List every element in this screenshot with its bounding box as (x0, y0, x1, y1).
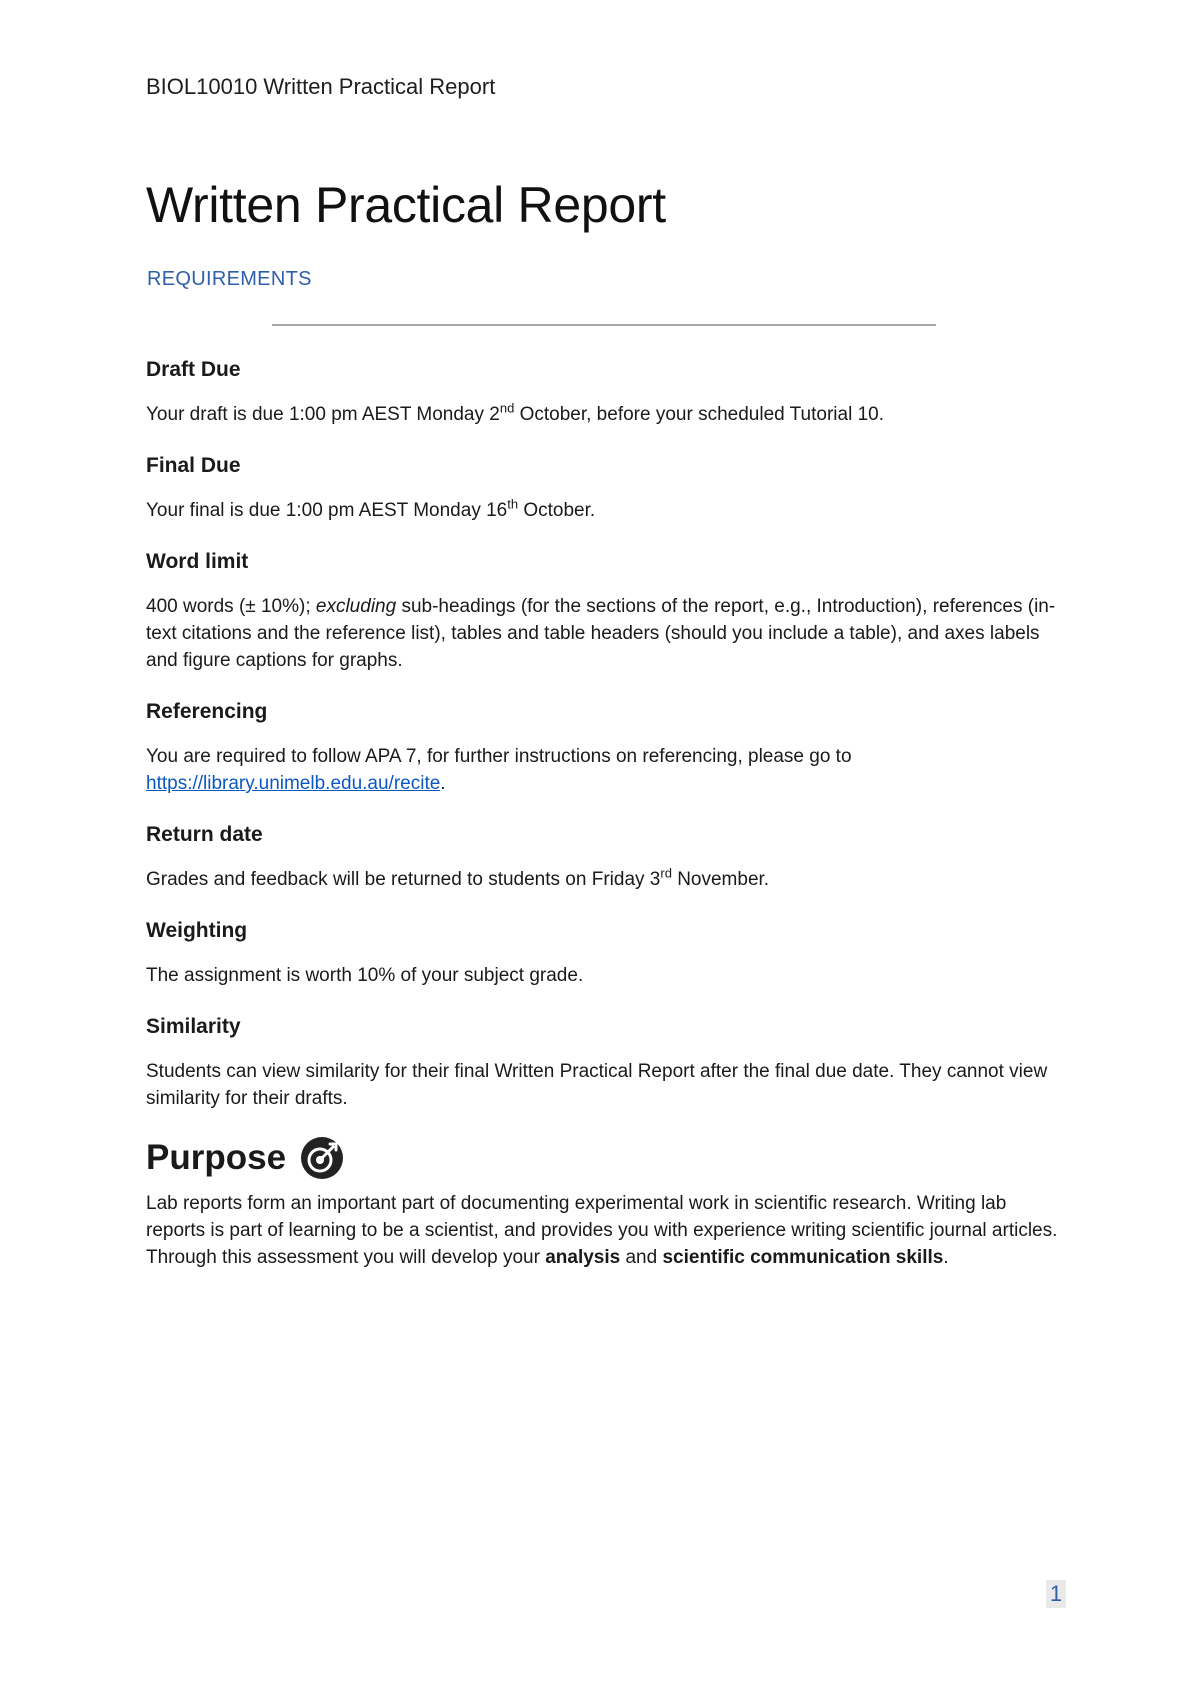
page-header: BIOL10010 Written Practical Report (146, 74, 496, 99)
ordinal-suffix: rd (660, 865, 672, 881)
section-final-due (146, 452, 1066, 524)
text-run: You are required to follow APA 7, for further instructions on referencing, please go to (146, 746, 852, 767)
section-text: Students can view similarity for their final Written Practical Report after the final due date. They cannot view similarity for their drafts. (146, 1061, 1048, 1109)
section-similarity (146, 1013, 1066, 1112)
text-run: sub-headings (for the sections of the report, e.g., Introduction), references (in-text citations and the reference list), tables and table headers (should you include a table), and axes labels and figure captions for graphs. (146, 596, 1056, 671)
section-draft-due (146, 356, 1066, 428)
text-run: October. (518, 500, 596, 521)
text-run: October, before your scheduled Tutorial 10. (514, 404, 884, 425)
text-run: 400 words (± 10%); (146, 596, 316, 617)
ordinal-suffix: nd (499, 400, 515, 416)
section-heading: Draft Due (146, 358, 241, 381)
section-heading: Referencing (146, 700, 268, 723)
section-heading: Similarity (146, 1015, 241, 1038)
section-purpose (146, 1136, 1066, 1271)
text-run: Grades and feedback will be returned to students on Friday 3 (146, 869, 661, 890)
text-run: Your draft is due 1:00 pm AEST Monday 2 (146, 404, 500, 425)
section-heading: Word limit (146, 550, 249, 573)
text-run: Your final is due 1:00 pm AEST Monday 16 (146, 500, 508, 521)
section-heading: Final Due (146, 454, 241, 477)
section-text (146, 401, 1066, 428)
section-weighting (146, 917, 1066, 989)
target-icon (300, 1136, 344, 1180)
page-number: 1 (1046, 1580, 1066, 1608)
purpose-heading (146, 1136, 1066, 1180)
recite-link[interactable]: https://library.unimelb.edu.au/recite (146, 773, 441, 794)
text-run: November. (671, 869, 770, 890)
text-run: . (943, 1247, 949, 1268)
section-text (146, 743, 1066, 797)
text-run: . (440, 773, 446, 794)
purpose-heading-label: Purpose (146, 1138, 287, 1177)
ordinal-suffix: th (507, 496, 519, 512)
emphasis-text: excluding (315, 596, 397, 617)
section-heading: Return date (146, 823, 263, 846)
section-return-date (146, 821, 1066, 893)
document-subtitle: REQUIREMENTS (147, 268, 312, 290)
section-word-limit (146, 548, 1066, 674)
document-body (146, 356, 1066, 1271)
document-title: Written Practical Report (146, 177, 666, 233)
section-text: The assignment is worth 10% of your subject grade. (146, 965, 584, 986)
section-text (146, 593, 1066, 674)
text-run: and (620, 1247, 663, 1268)
bold-text: scientific communication skills (662, 1247, 944, 1268)
section-text (146, 866, 1066, 893)
purpose-text (146, 1190, 1066, 1271)
horizontal-divider (272, 324, 936, 326)
section-heading: Weighting (146, 919, 248, 942)
section-text (146, 497, 1066, 524)
bold-text: analysis (545, 1247, 621, 1268)
section-referencing (146, 698, 1066, 797)
text-run: Lab reports form an important part of documenting experimental work in scientific research. Writing lab reports is part of learning to be a scientist, and provides you with experience writing scientific journal articles. Through this assessment you will develop your (146, 1193, 1058, 1268)
